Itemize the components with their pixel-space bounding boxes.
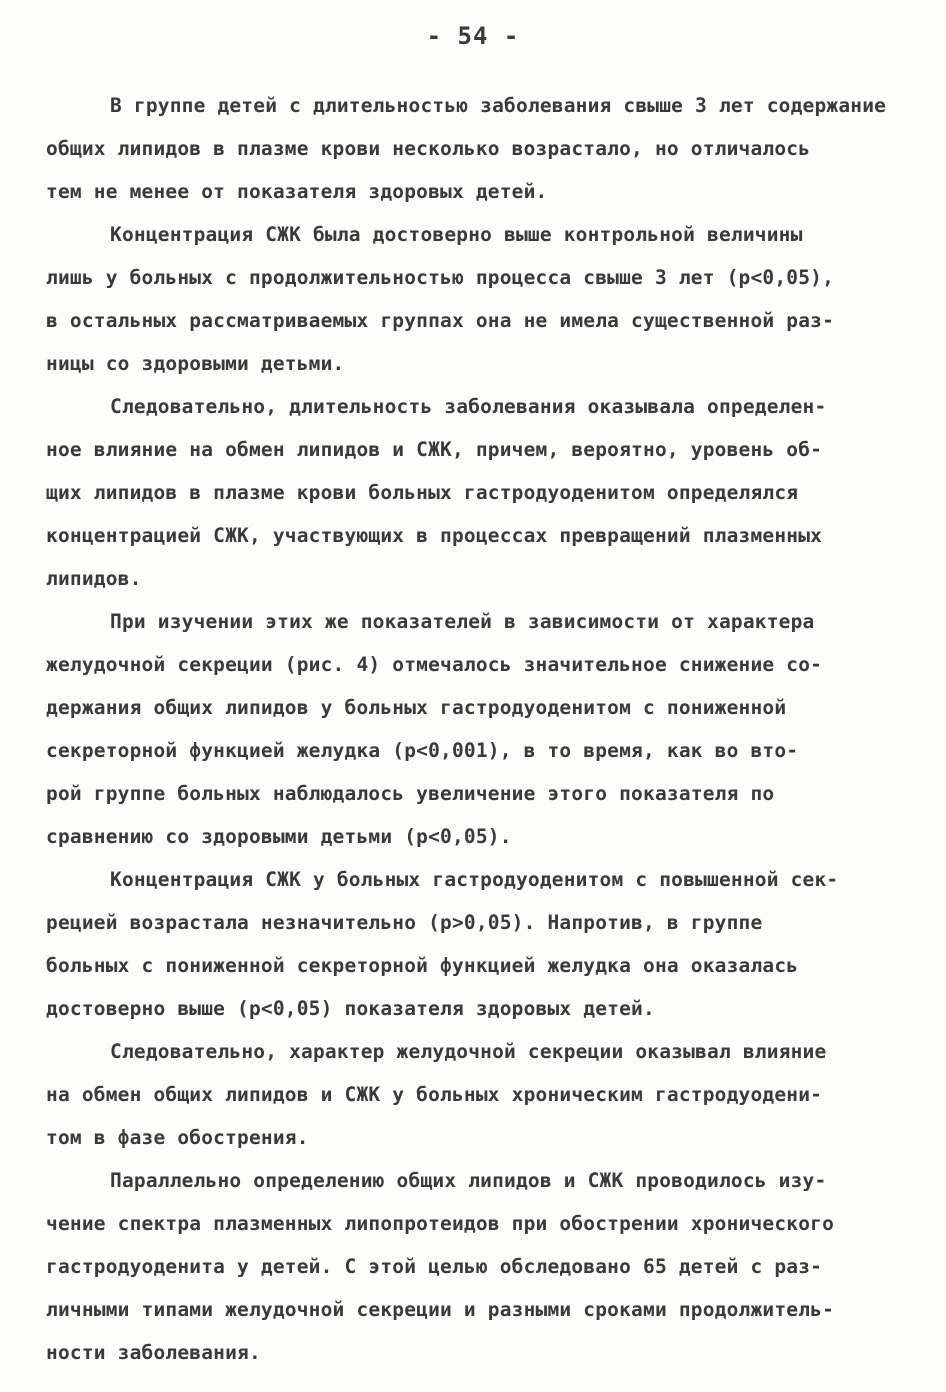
text-line: Следовательно, длительность заболевания оказывала определен- <box>110 395 827 418</box>
text-line: ное влияние на обмен липидов и СЖК, причем, вероятно, уровень об- <box>46 438 823 461</box>
paragraph <box>46 858 898 1030</box>
text-line: держания общих липидов у больных гастродуоденитом с пониженной <box>46 696 787 719</box>
paragraph <box>46 213 898 385</box>
text-line: на обмен общих липидов и СЖК у больных хроническим гастродуодени- <box>46 1083 823 1106</box>
text-line: том в фазе обострения. <box>46 1126 309 1149</box>
text-line: достоверно выше (р<0,05) показателя здоровых детей. <box>46 997 655 1020</box>
text-line: рой группе больных наблюдалось увеличение этого показателя по <box>46 782 775 805</box>
text-line: концентрацией СЖК, участвующих в процессах превращений плазменных <box>46 524 823 547</box>
text-line: в остальных рассматриваемых группах она не имела существенной раз- <box>46 309 835 332</box>
text-line: больных с пониженной секреторной функцией желудка она оказалась <box>46 954 799 977</box>
text-line: желудочной секреции (рис. 4) отмечалось значительное снижение со- <box>46 653 823 676</box>
paragraph <box>46 1159 898 1374</box>
paragraph <box>46 84 898 213</box>
text-line: В группе детей с длительностью заболевания свыше 3 лет содержание <box>110 94 887 117</box>
text-line: лишь у больных с продолжительностью процесса свыше 3 лет (р<0,05), <box>46 266 835 289</box>
text-line: гастродуоденита у детей. С этой целью обследовано 65 детей с раз- <box>46 1255 823 1278</box>
text-line: ницы со здоровыми детьми. <box>46 352 345 375</box>
text-line: липидов. <box>46 567 142 590</box>
text-line: тем не менее от показателя здоровых детей. <box>46 180 548 203</box>
text-line: Концентрация СЖК была достоверно выше контрольной величины <box>110 223 803 246</box>
text-line: щих липидов в плазме крови больных гастродуоденитом определялся <box>46 481 799 504</box>
page-number: - 54 - <box>426 22 520 50</box>
text-line: сравнению со здоровыми детьми (р<0,05). <box>46 825 512 848</box>
text-line: ности заболевания. <box>46 1341 261 1364</box>
text-line: личными типами желудочной секреции и разными сроками продолжитель- <box>46 1298 835 1321</box>
text-line: секреторной функцией желудка (р<0,001), в то время, как во вто- <box>46 739 799 762</box>
body-text <box>46 84 898 1374</box>
text-line: Следовательно, характер желудочной секреции оказывал влияние <box>110 1040 827 1063</box>
text-line: Концентрация СЖК у больных гастродуоденитом с повышенной сек- <box>110 868 839 891</box>
text-line: чение спектра плазменных липопротеидов при обострении хронического <box>46 1212 835 1235</box>
paragraph <box>46 1030 898 1159</box>
text-line: общих липидов в плазме крови несколько возрастало, но отличалось <box>46 137 811 160</box>
text-line: При изучении этих же показателей в зависимости от характера <box>110 610 815 633</box>
text-line: Параллельно определению общих липидов и СЖК проводилось изу- <box>110 1169 827 1192</box>
paragraph <box>46 385 898 600</box>
text-line: рецией возрастала незначительно (р>0,05). Напротив, в группе <box>46 911 763 934</box>
paragraph <box>46 600 898 858</box>
